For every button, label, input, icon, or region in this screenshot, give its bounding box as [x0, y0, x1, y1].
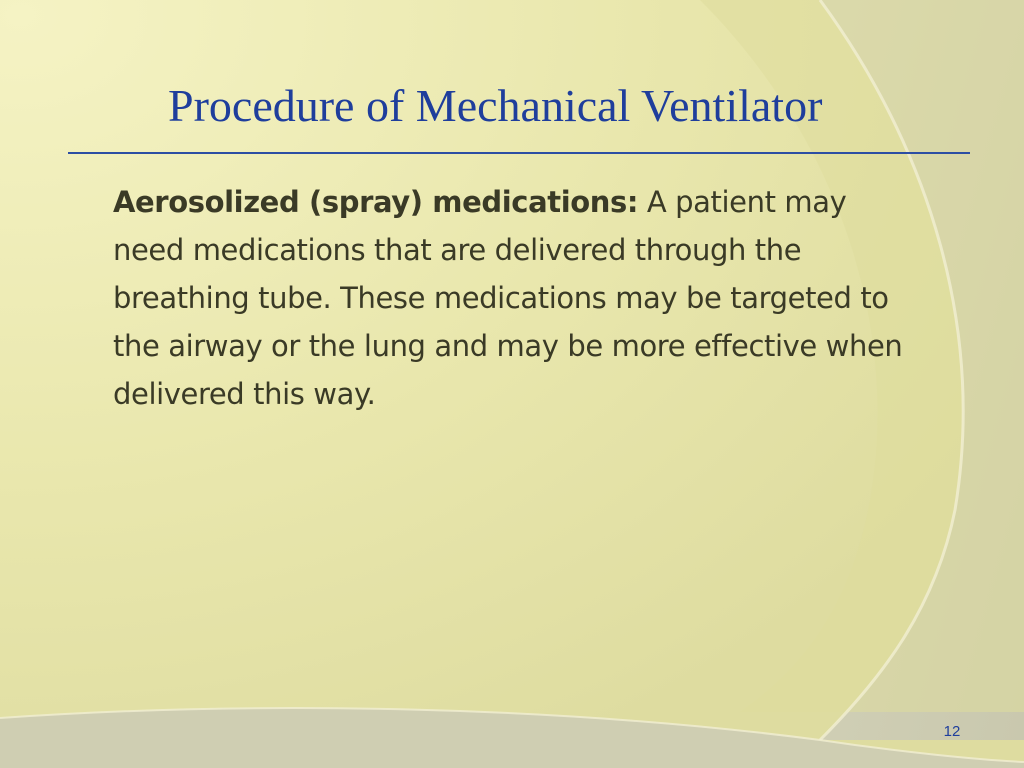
body-description: A patient may need medications that are delivered through the breathing tube. These medications may be targeted to the airway or the lung and may be more effective when delivered this way. — [113, 185, 903, 411]
slide-title: Procedure of Mechanical Ventilator — [168, 80, 823, 131]
slide-number: 12 — [943, 723, 961, 740]
title-underline — [68, 152, 970, 154]
body-term: Aerosolized (spray) medications: — [113, 185, 639, 219]
body-paragraph — [113, 178, 903, 418]
